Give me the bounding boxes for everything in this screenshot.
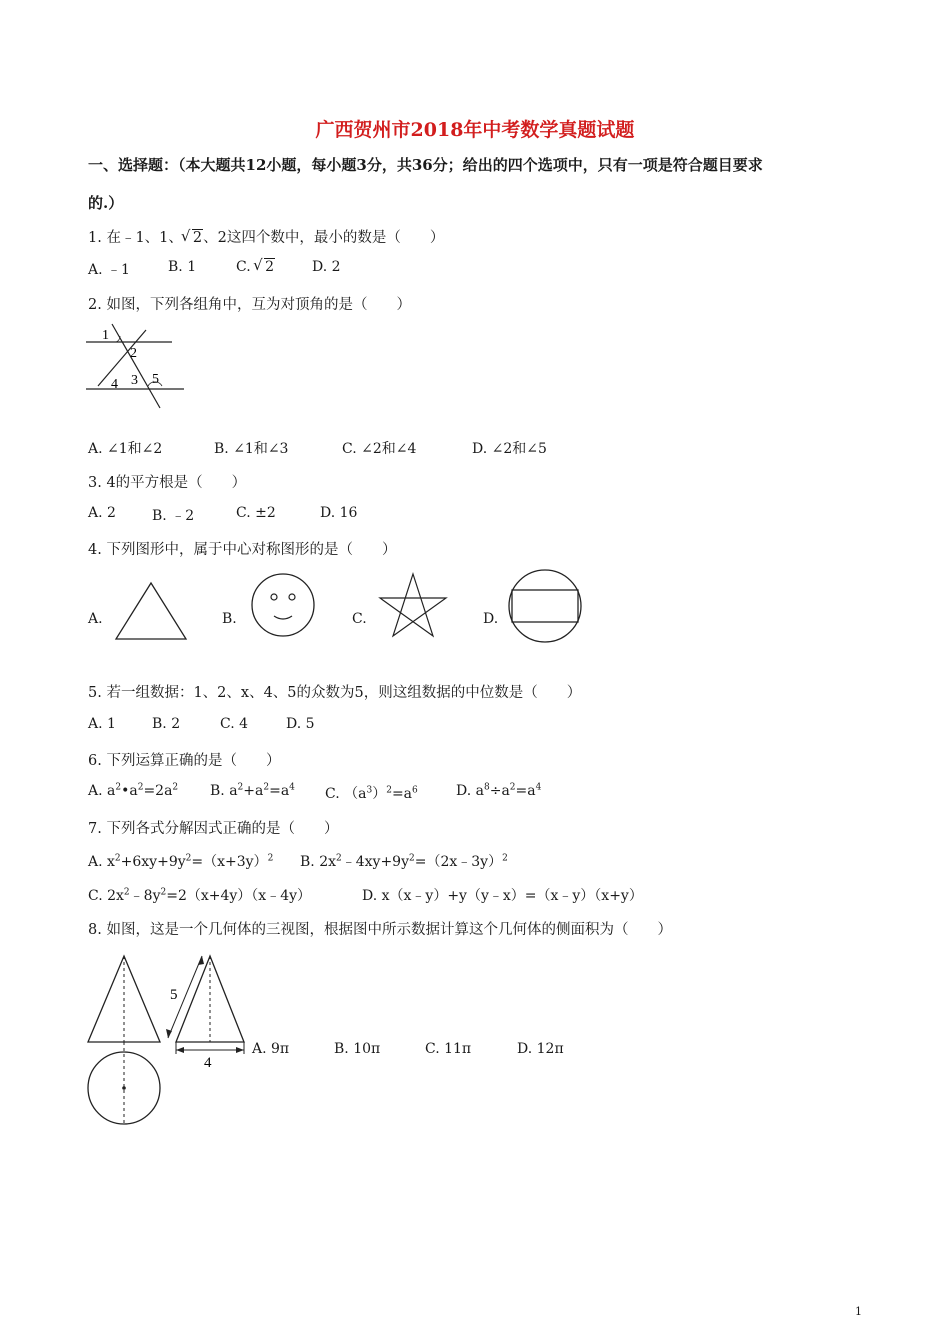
question-3-options <box>88 505 488 524</box>
q4-option-b-label: B. <box>222 611 237 627</box>
sqrt-symbol <box>183 230 203 246</box>
q2-fig-label-1: 1 <box>102 328 109 343</box>
q2-fig-label-4: 4 <box>111 377 118 392</box>
question-1-options <box>88 259 341 279</box>
q4-triangle-figure <box>114 581 188 641</box>
question-8-options <box>252 1041 652 1057</box>
question-5-stem: 5. 若一组数据：1、2、x、4、5的众数为5，则这组数据的中位数是（ ） <box>88 685 582 701</box>
q5-option-d: D. 5 <box>286 716 315 732</box>
q2-option-c: C. ∠2和∠4 <box>342 441 417 457</box>
question-4-stem: 4. 下列图形中，属于中心对称图形的是（ ） <box>88 542 397 558</box>
q8-option-d: D. 12π <box>517 1041 564 1057</box>
q7-option-d: D. x（x﹣y）+y（y﹣x）=（x﹣y）（x+y） <box>362 888 643 904</box>
q4-option-a-label: A. <box>88 611 103 627</box>
question-3-stem: 3. 4的平方根是（ ） <box>88 475 247 491</box>
page-number: 1 <box>855 1305 862 1318</box>
q2-fig-label-2: 2 <box>130 346 137 361</box>
q4-option-c-label: C. <box>352 611 367 627</box>
question-5-options <box>88 716 388 732</box>
q1-stem-pre: 1. 在﹣1、1、 <box>88 230 183 246</box>
q1-option-c-radicand: 2 <box>265 259 275 275</box>
q2-fig-label-5: 5 <box>152 372 159 387</box>
q7-option-b: B. $2x^2﹣4xy+9y^2=(2x﹣3y)^2$ <box>300 853 508 870</box>
q1-option-a: A. ﹣1 <box>88 262 130 278</box>
q7-option-c: C. $2x^2﹣8y^2=2(x+4y)(x﹣4y)$ <box>88 887 312 904</box>
sqrt-symbol <box>255 259 275 275</box>
question-1-stem <box>88 226 444 247</box>
q6-option-a: A. $a^2•a^2=2a^2$ <box>88 782 179 799</box>
question-7-stem: 7. 下列各式分解因式正确的是（ ） <box>88 821 339 837</box>
q3-option-a: A. 2 <box>88 505 116 521</box>
q4-smiley-face-figure <box>250 572 316 638</box>
q1-option-b: B. 1 <box>168 259 197 275</box>
question-2-stem: 2. 如图，下列各组角中，互为对顶角的是（ ） <box>88 297 411 313</box>
q8-three-view-figure <box>84 952 254 1128</box>
q4-option-d-label: D. <box>483 611 499 627</box>
q6-option-b: B. $a^2+a^2=a^4$ <box>210 782 295 799</box>
q6-option-d: D. $a^8\div a^2=a^4$ <box>456 782 542 799</box>
q8-base-label: 4 <box>204 1055 212 1071</box>
q2-option-b: B. ∠1和∠3 <box>214 441 289 457</box>
q4-star-figure <box>378 572 448 640</box>
q5-option-c: C. 4 <box>220 716 249 732</box>
q1-option-d: D. 2 <box>312 259 341 275</box>
q4-circle-rectangle-figure <box>506 567 584 645</box>
q8-option-c: C. 11π <box>425 1041 472 1057</box>
q3-option-d: D. 16 <box>320 505 358 521</box>
question-7-options-row2 <box>88 885 788 905</box>
section-header-line2: 的.） <box>88 194 124 212</box>
q1-option-c-label: C. <box>236 259 251 275</box>
q5-option-a: A. 1 <box>88 716 116 732</box>
q1-option-c <box>236 259 275 275</box>
q2-figure-parallel-lines <box>84 322 184 412</box>
q8-option-a: A. 9π <box>252 1041 290 1057</box>
question-7-options-row1 <box>88 851 688 871</box>
q8-option-b: B. 10π <box>334 1041 381 1057</box>
section-header-line1: 一、选择题：（本大题共12小题，每小题3分，共36分；给出的四个选项中，只有一项是符合题目要求 <box>88 156 763 174</box>
q7-option-a: A. $x^2+6xy+9y^2=(x+3y)^2$ <box>88 853 274 870</box>
page-title: 广西贺州市2018年中考数学真题试题 <box>315 119 635 141</box>
q5-option-b: B. 2 <box>152 716 181 732</box>
q3-option-b: B. ﹣2 <box>152 508 195 524</box>
question-6-options <box>88 782 688 802</box>
question-8-stem: 8. 如图，这是一个几何体的三视图，根据图中所示数据计算这个几何体的侧面积为（ ） <box>88 922 672 938</box>
q2-option-d: D. ∠2和∠5 <box>472 441 547 457</box>
q3-option-c: C. ±2 <box>236 505 276 521</box>
question-6-stem: 6. 下列运算正确的是（ ） <box>88 753 281 769</box>
q6-option-c: C. $(a^3)^2=a^6$ <box>325 785 418 802</box>
q2-fig-label-3: 3 <box>131 373 138 388</box>
q1-stem-post: 、2这四个数中，最小的数是（ ） <box>203 230 445 246</box>
q8-slant-label: 5 <box>170 987 178 1003</box>
question-2-options <box>88 438 788 458</box>
q2-option-a: A. ∠1和∠2 <box>88 441 163 457</box>
q1-radicand: 2 <box>192 230 203 246</box>
